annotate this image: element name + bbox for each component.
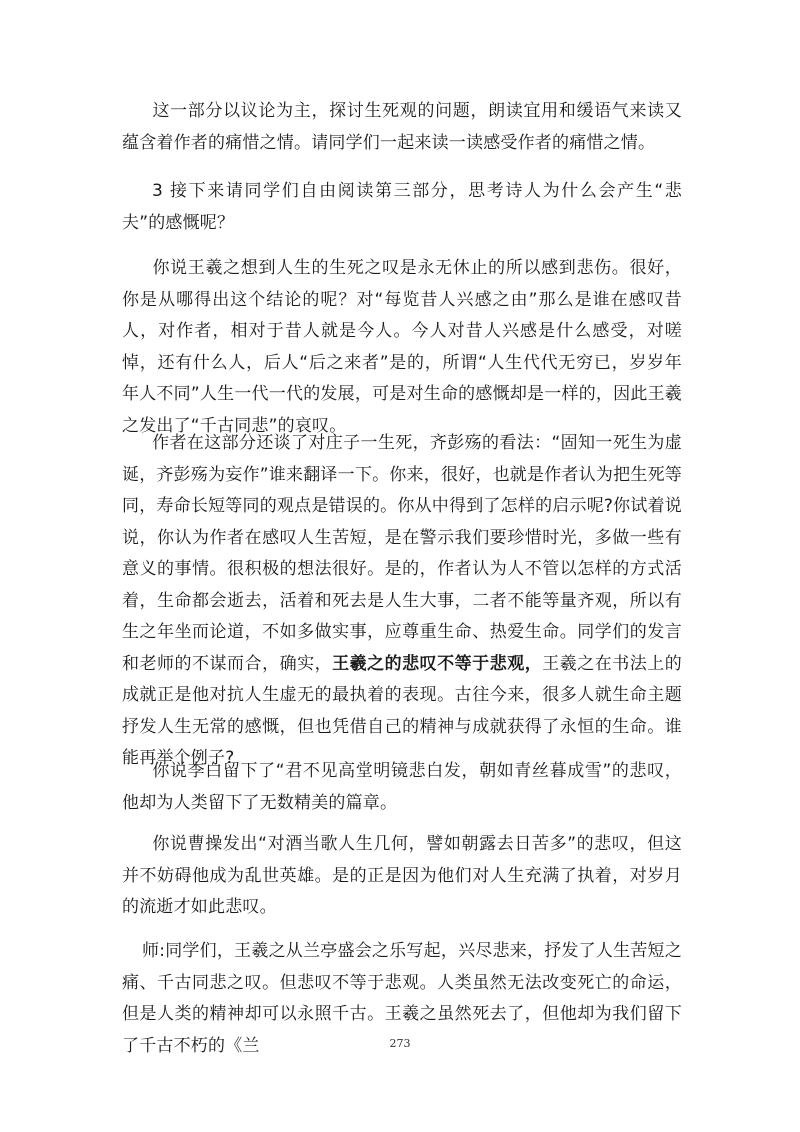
paragraph-reading-guidance xyxy=(122,96,682,159)
paragraph-eternal-sorrow xyxy=(122,253,682,442)
paragraph-text: 你说曹操发出“对酒当歌人生几何，譬如朝露去日苦多”的悲叹，但这并不妨碍他成为乱世英雄。是的正是因为他们对人生充满了执着，对岁月的流逝才如此悲叹。 xyxy=(122,834,682,917)
paragraph-text: 作者在这部分还谈了对庄子一生死，齐彭殇的看法：“固知一死生为虚诞，齐彭殇为妄作”谁来翻译一下。你来，很好，也就是作者认为把生死等同，寿命长短等同的观点是错误的。你从中得到了怎样的启示呢?你试着说说，你认为作者在感叹人生苦短，是在警示我们要珍惜时光，多做一些有意义的事情。很积极的想法很好。是的，作者认为人不管以怎样的方式活着，生命都会逝去，活着和死去是人生大事，二者不能等量齐观，所以有生之年坐而论道，不如多做实事，应尊重生命、热爱生命。同学们的发言和老师的不谋而合，确实， xyxy=(122,433,682,674)
paragraph-text: 王羲之在书法上的成就正是他对抗人生虚无的最执着的表现。古往今来，很多人就生命主题抒发人生无常的感慨，但也凭借自己的精神与成就获得了永恒的生命。谁能再举个例子? xyxy=(122,653,682,768)
paragraph-cao-cao-example xyxy=(122,829,682,924)
paragraph-text: 你说李白留下了“君不见高堂明镜悲白发，朝如青丝暮成雪”的悲叹，他却为人类留下了无数精美的篇章。 xyxy=(122,761,682,813)
paragraph-text: 师:同学们，王羲之从兰亭盛会之乐写起，兴尽悲来，抒发了人生苦短之痛、千古同悲之叹。但悲叹不等于悲观。人类虽然无法改变死亡的命运，但是人类的精神却可以永照千古。王羲之虽然死去了，但他却为我们留下了千古不朽的《兰 xyxy=(122,941,682,1056)
paragraph-text: 你说王羲之想到人生的生死之叹是永无休止的所以感到悲伤。很好，你是从哪得出这个结论的呢？对“每览昔人兴感之由”那么是谁在感叹昔人，对作者，相对于昔人就是今人。今人对昔人兴感是什么感受，对嗟悼，还有什么人，后人“后之来者”是的，所谓“人生代代无穷已，岁岁年年人不同”人生一代一代的发展，可是对生命的感慨却是一样的，因此王羲之发出了“千古同悲”的哀叹。 xyxy=(122,258,682,436)
paragraph-emphasis: 王羲之的悲叹不等于悲观， xyxy=(332,653,543,674)
paragraph-text: 3 接下来请同学们自由阅读第三部分，思考诗人为什么会产生“悲夫”的感慨呢？ xyxy=(122,181,682,233)
paragraph-question-three xyxy=(122,176,682,239)
paragraph-life-and-death-view xyxy=(122,428,682,775)
page-number: 273 xyxy=(389,1037,411,1050)
paragraph-li-bai-example xyxy=(122,756,682,819)
paragraph-text: 这一部分以议论为主，探讨生死观的问题，朗读宜用和缓语气来读又蕴含着作者的痛惜之情。请同学们一起来读一读感受作者的痛惜之情。 xyxy=(122,101,682,153)
